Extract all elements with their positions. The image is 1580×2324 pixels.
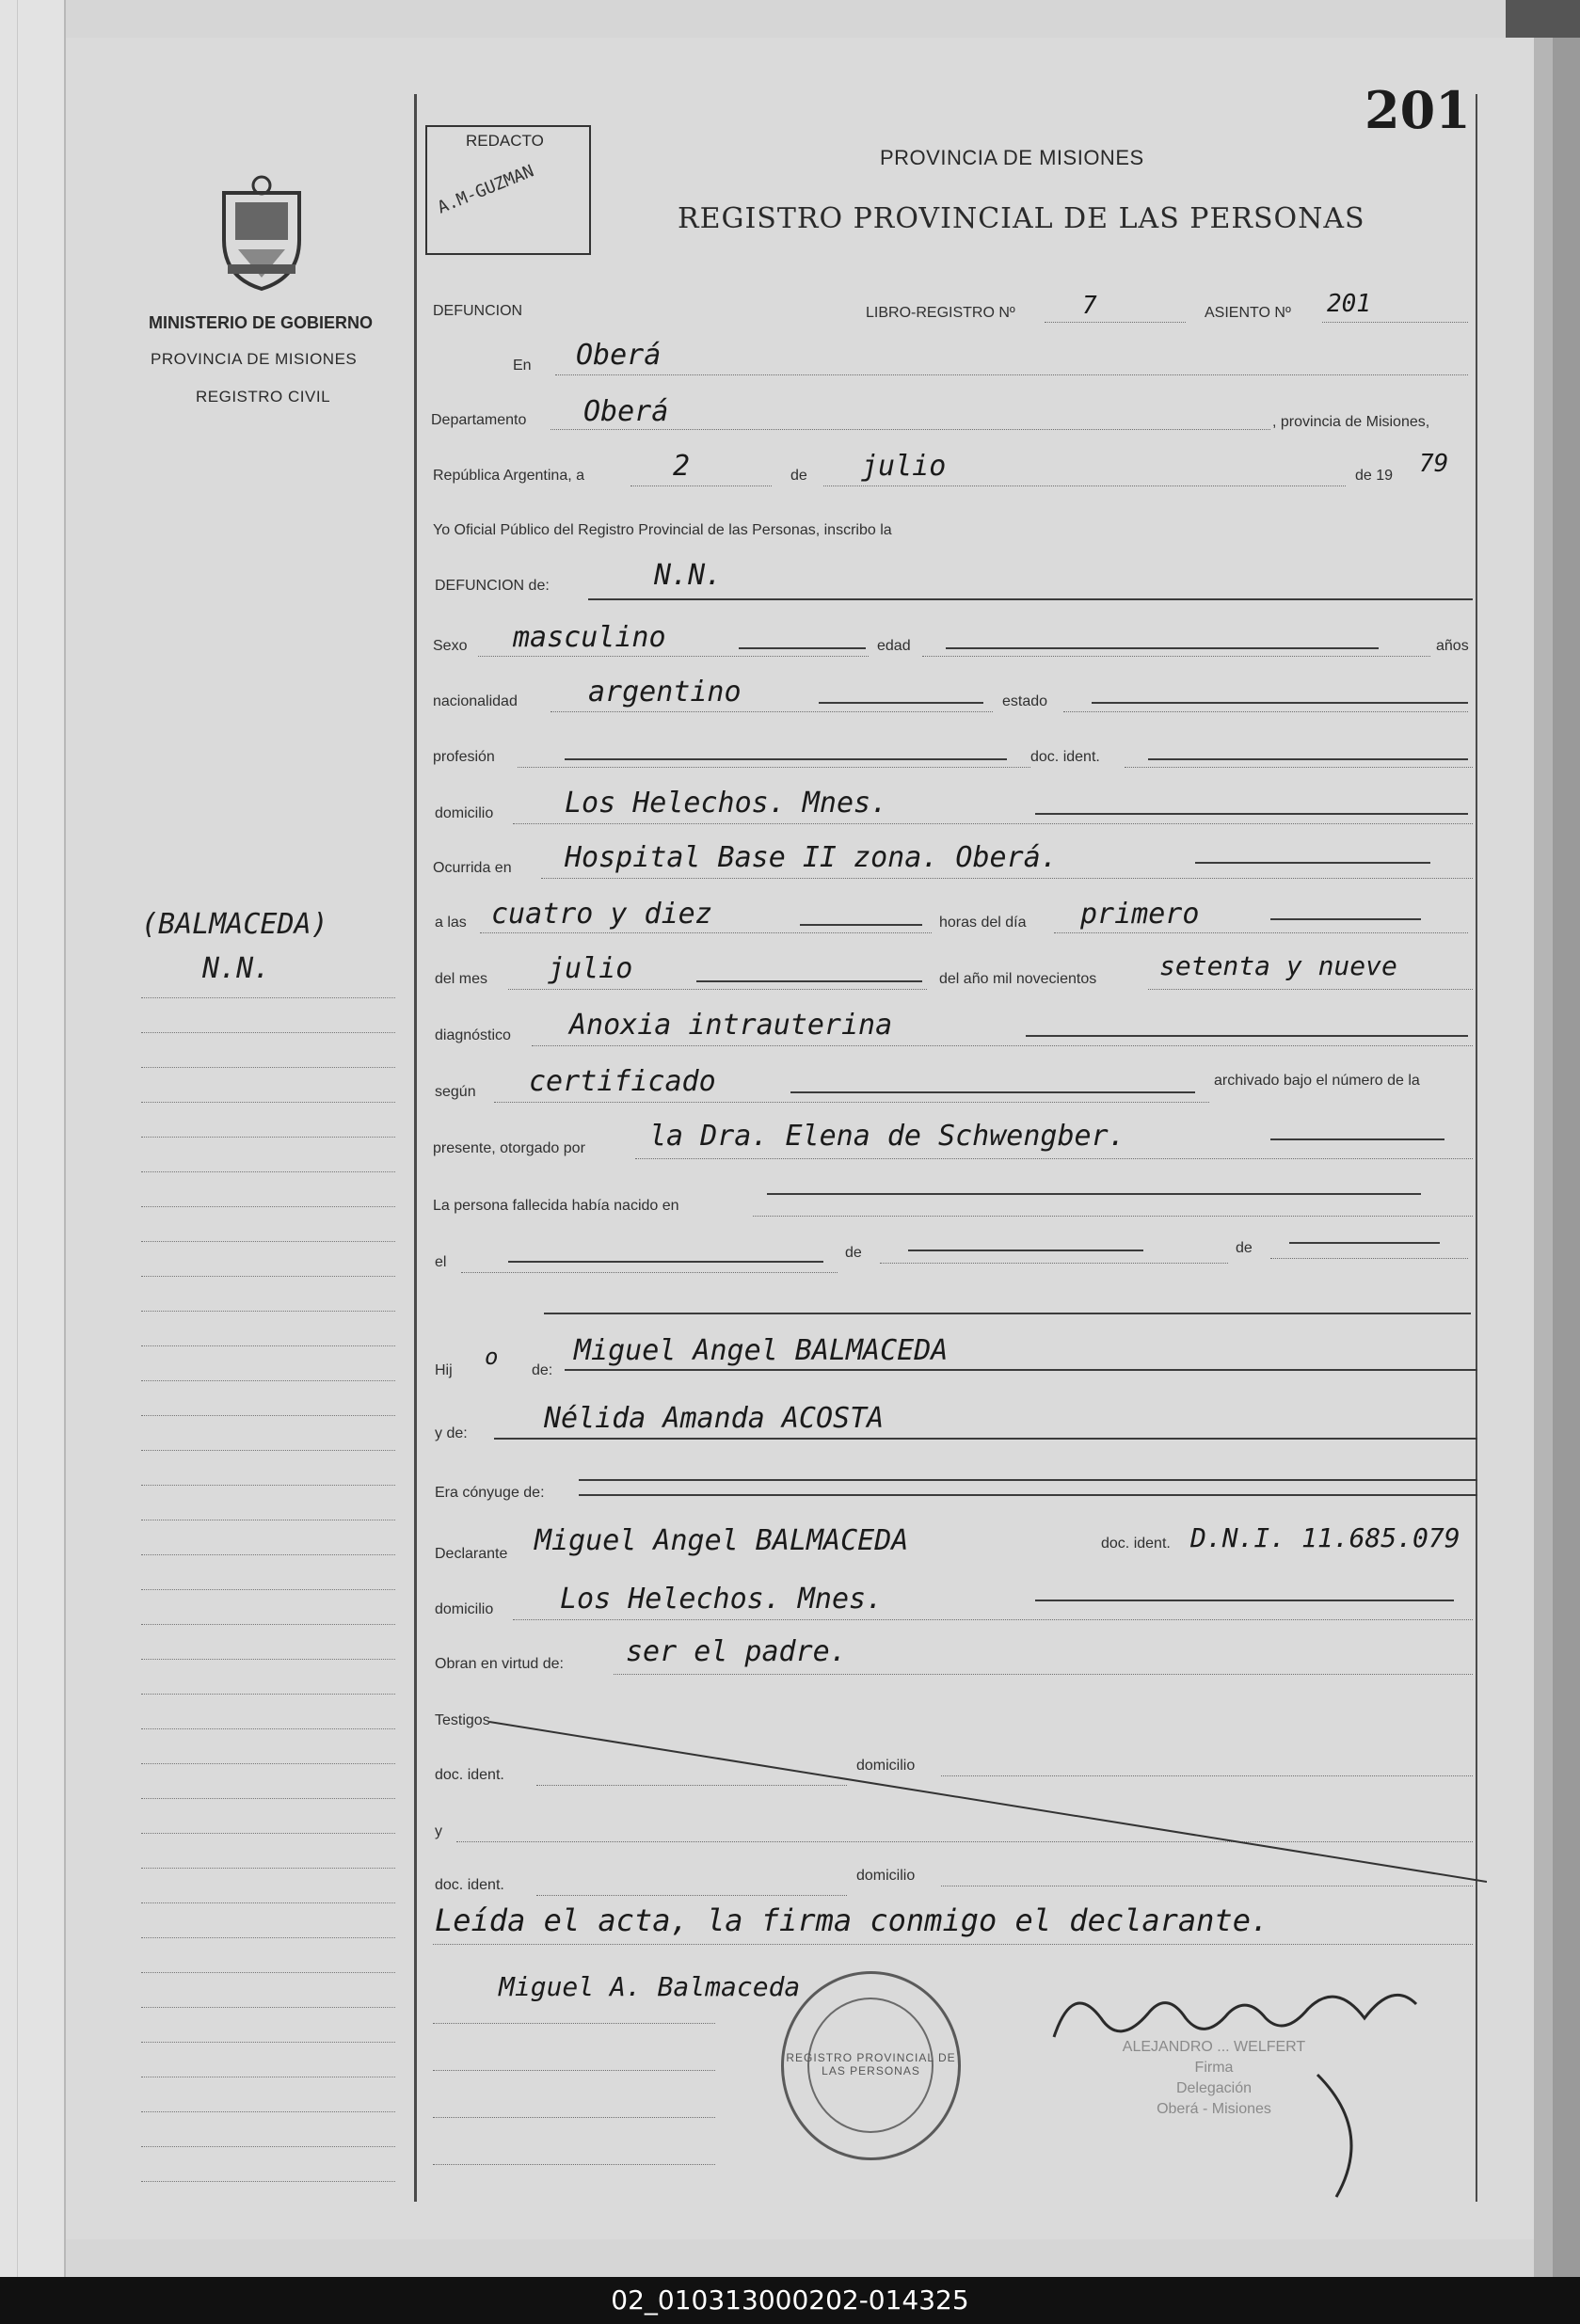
conyuge-line — [579, 1479, 1477, 1481]
a-las-line — [480, 932, 932, 933]
label-asiento: ASIENTO Nº — [1205, 305, 1291, 321]
label-defuncion-de: DEFUNCION de: — [435, 578, 550, 594]
label-de-month: de — [790, 468, 807, 484]
obran-line — [614, 1674, 1473, 1675]
libro-line — [1045, 322, 1186, 323]
label-ocurrida: Ocurrida en — [433, 860, 512, 876]
label-declarante: Declarante — [435, 1546, 508, 1562]
segun-strike — [790, 1091, 1195, 1093]
label-el: el — [435, 1254, 447, 1270]
defuncion-de-value: N.N. — [654, 559, 723, 592]
dia-line — [1054, 932, 1468, 933]
label-decl-doc: doc. ident. — [1101, 1536, 1171, 1552]
anio-value: setenta y nueve — [1159, 950, 1397, 981]
redacto-label: REDACTO — [466, 132, 544, 150]
label-testigo-dom-2: domicilio — [856, 1868, 916, 1884]
defuncion-de-line — [588, 598, 1473, 600]
label-decl-domicilio: domicilio — [435, 1601, 494, 1617]
obran-value: ser el padre. — [626, 1635, 847, 1668]
margin-rule-line — [141, 1833, 395, 1834]
el-line — [461, 1272, 838, 1273]
day-value: 2 — [673, 450, 691, 483]
margin-rule-line — [141, 1311, 395, 1312]
profesion-strike — [565, 758, 1007, 760]
label-en: En — [513, 358, 532, 374]
page-number: 201 — [1365, 80, 1471, 140]
label-de-year: de 19 — [1355, 468, 1394, 484]
label-departamento: Departamento — [431, 412, 527, 428]
ministry-registry: REGISTRO CIVIL — [196, 388, 331, 406]
margin-rule-line — [141, 1380, 395, 1381]
asiento-line — [1322, 322, 1468, 323]
conyuge-line-2 — [579, 1494, 1477, 1496]
el-strike — [508, 1261, 823, 1263]
ministry-title: MINISTERIO DE GOBIERNO — [149, 313, 374, 332]
nacionalidad-strike — [819, 702, 983, 704]
label-testigo-y: y — [435, 1823, 442, 1839]
bottom-line-4 — [433, 2164, 715, 2165]
stamp-text: REGISTRO PROVINCIAL DE LAS PERSONAS — [786, 2051, 956, 2077]
bottom-line-2 — [433, 2070, 715, 2071]
header-registry: REGISTRO PROVINCIAL DE LAS PERSONAS — [678, 202, 1365, 235]
declarant-signature: Miguel A. Balmaceda — [499, 1971, 801, 2002]
otorgado-line — [635, 1158, 1473, 1159]
margin-rule-line — [141, 1276, 395, 1277]
label-testigo-dom-1: domicilio — [856, 1758, 916, 1774]
declarante-value: Miguel Angel BALMACEDA — [535, 1524, 909, 1557]
margin-rule-line — [141, 1171, 395, 1172]
margin-rule-line — [141, 1589, 395, 1590]
label-hij: Hij — [435, 1362, 453, 1378]
label-domicilio: domicilio — [435, 805, 494, 821]
de-a-strike — [908, 1250, 1143, 1251]
margin-rule-line — [141, 1728, 395, 1729]
label-defuncion-head: DEFUNCION — [433, 303, 523, 319]
margin-rule-line — [141, 1345, 395, 1346]
dia-value: primero — [1080, 898, 1200, 931]
de-b-line — [1270, 1258, 1468, 1259]
margin-rule-line — [141, 1659, 395, 1660]
label-republica: República Argentina, a — [433, 468, 584, 484]
margin-rule-line — [141, 2181, 395, 2182]
padre-value: Miguel Angel BALMACEDA — [574, 1334, 949, 1367]
margin-rule-line — [141, 1241, 395, 1242]
official-name-block — [1092, 2037, 1336, 2120]
doc-ident-strike — [1148, 758, 1468, 760]
ministry-province: PROVINCIA DE MISIONES — [151, 350, 358, 368]
margin-rule-line — [141, 1694, 395, 1695]
segun-value: certificado — [529, 1065, 716, 1098]
estado-strike — [1092, 702, 1468, 704]
decl-domicilio-value: Los Helechos. Mnes. — [560, 1583, 884, 1616]
label-yo-oficial: Yo Oficial Público del Registro Provincial de las Personas, inscribo la — [433, 522, 892, 538]
diagnostico-line — [532, 1045, 1473, 1046]
binding-edge — [1534, 0, 1555, 2277]
bottom-line-3 — [433, 2117, 715, 2118]
year-value: 79 — [1419, 450, 1449, 478]
label-de-b: de — [1236, 1240, 1253, 1256]
domicilio-line — [513, 823, 1473, 824]
coat-of-arms-icon — [215, 174, 309, 292]
asiento-value: 201 — [1327, 290, 1371, 318]
doc-ident-line — [1125, 767, 1473, 768]
label-testigos: Testigos — [435, 1712, 490, 1728]
segun-line — [494, 1102, 1209, 1103]
official-line-4: Oberá - Misiones — [1157, 2101, 1271, 2117]
redacto-name: A.M-GUZMAN — [435, 161, 537, 218]
label-del-anio: del año mil novecientos — [939, 971, 1097, 987]
margin-rule-line — [141, 2042, 395, 2043]
margin-rule-line — [141, 1937, 395, 1938]
en-value: Oberá — [576, 339, 662, 372]
hij-suffix-value: o — [485, 1344, 499, 1370]
margin-note-surname: (BALMACEDA) — [141, 908, 328, 941]
label-estado: estado — [1002, 693, 1048, 709]
margin-rule-line — [141, 1450, 395, 1451]
profesion-line — [518, 767, 1030, 768]
label-sexo: Sexo — [433, 638, 468, 654]
margin-rule-line — [141, 1972, 395, 1973]
decl-domicilio-strike — [1035, 1600, 1454, 1601]
margin-note-name: N.N. — [202, 952, 271, 985]
margin-rule-line — [141, 2146, 395, 2147]
label-nacionalidad: nacionalidad — [433, 693, 518, 709]
mes-line — [508, 989, 927, 990]
de-a-line — [880, 1263, 1228, 1264]
diagnostico-value: Anoxia intrauterina — [569, 1009, 893, 1042]
label-profesion: profesión — [433, 749, 495, 765]
margin-rule-line — [141, 1554, 395, 1555]
official-line-1: ALEJANDRO ... WELFERT — [1122, 2039, 1306, 2055]
otorgado-value: la Dra. Elena de Schwengber. — [649, 1120, 1125, 1153]
nacido-line — [753, 1216, 1473, 1217]
label-diagnostico: diagnóstico — [435, 1027, 511, 1043]
facing-page-edge — [0, 0, 66, 2277]
nacionalidad-value: argentino — [588, 676, 742, 708]
a-las-value: cuatro y diez — [491, 898, 712, 931]
margin-rule-line — [141, 1763, 395, 1764]
month-line — [823, 485, 1346, 486]
margin-rule-line — [141, 1415, 395, 1416]
mes-value: julio — [548, 952, 633, 985]
domicilio-strike — [1035, 813, 1468, 815]
blank-row-strike — [544, 1313, 1471, 1314]
edad-line — [922, 656, 1430, 657]
margin-rule-line — [141, 1902, 395, 1903]
month-value: julio — [861, 450, 947, 483]
departamento-line — [551, 429, 1270, 430]
label-conyuge: Era cónyuge de: — [435, 1485, 545, 1501]
nacido-strike — [767, 1193, 1421, 1195]
madre-value: Nélida Amanda ACOSTA — [544, 1402, 885, 1435]
official-line-2: Firma — [1194, 2060, 1234, 2076]
registry-stamp — [781, 1971, 961, 2160]
testigos-cross-out — [489, 1717, 1487, 1886]
margin-rule-line — [141, 2007, 395, 2008]
ocurrida-strike — [1195, 862, 1430, 864]
en-line — [555, 374, 1468, 375]
nacionalidad-line — [551, 711, 993, 712]
day-line — [630, 485, 772, 486]
label-a-las: a las — [435, 915, 467, 931]
margin-rule-line — [141, 2111, 395, 2112]
margin-rule-line — [141, 1206, 395, 1207]
closing-line — [433, 1944, 1473, 1945]
binding-cover — [1553, 0, 1580, 2277]
diagnostico-strike — [1026, 1035, 1468, 1037]
label-edad: edad — [877, 638, 911, 654]
closing-statement: Leída el acta, la firma conmigo el declarante. — [435, 1902, 1269, 1938]
decl-domicilio-line — [513, 1619, 1473, 1620]
otorgado-strike — [1270, 1138, 1444, 1140]
departamento-value: Oberá — [583, 395, 669, 428]
label-presente: presente, otorgado por — [433, 1140, 585, 1156]
sexo-value: masculino — [513, 621, 666, 654]
mes-strike — [696, 980, 922, 982]
label-anios: años — [1436, 638, 1469, 654]
label-provincia: , provincia de Misiones, — [1272, 414, 1430, 430]
sexo-line — [478, 656, 869, 657]
decl-doc-value: D.N.I. 11.685.079 — [1190, 1522, 1460, 1553]
a-las-strike — [800, 924, 922, 926]
padre-line — [565, 1369, 1477, 1371]
label-testigo-doc-2: doc. ident. — [435, 1877, 504, 1893]
libro-value: 7 — [1082, 292, 1097, 320]
label-y-de: y de: — [435, 1425, 468, 1441]
official-line-3: Delegación — [1175, 2080, 1253, 2096]
label-libro: LIBRO-REGISTRO Nº — [866, 305, 1015, 321]
margin-rule-line — [141, 1624, 395, 1625]
ocurrida-line — [541, 878, 1473, 879]
bottom-line-1 — [433, 2023, 715, 2024]
label-archivado: archivado bajo el número de la — [1214, 1073, 1420, 1089]
label-obran: Obran en virtud de: — [435, 1656, 564, 1672]
margin-rule-line — [141, 997, 395, 998]
de-b-strike — [1289, 1242, 1440, 1244]
label-horas-dia: horas del día — [939, 915, 1027, 931]
margin-rule-line — [141, 1868, 395, 1869]
sexo-strike — [739, 647, 866, 649]
label-testigo-doc-1: doc. ident. — [435, 1767, 504, 1783]
anio-line — [1148, 989, 1473, 990]
label-nacido: La persona fallecida había nacido en — [433, 1198, 679, 1214]
label-segun: según — [435, 1084, 476, 1100]
testigo-doc-2-line — [536, 1895, 847, 1896]
domicilio-value: Los Helechos. Mnes. — [565, 787, 888, 820]
margin-rule-line — [141, 1067, 395, 1068]
margin-rule-line — [141, 1485, 395, 1486]
dia-strike — [1270, 918, 1421, 920]
margin-rule-line — [141, 1137, 395, 1138]
madre-line — [494, 1438, 1477, 1440]
label-de-a: de — [845, 1245, 862, 1261]
margin-rule-line — [141, 1102, 395, 1103]
estado-line — [1063, 711, 1468, 712]
header-province: PROVINCIA DE MISIONES — [880, 146, 1144, 169]
margin-rule-line — [141, 1032, 395, 1033]
edad-strike — [946, 647, 1379, 649]
label-hij-de: de: — [532, 1362, 553, 1378]
page-corner — [1506, 0, 1580, 38]
ocurrida-value: Hospital Base II zona. Oberá. — [565, 841, 1058, 874]
footer-id: 02_010313000202-014325 — [0, 2277, 1580, 2324]
margin-rule — [414, 94, 417, 2202]
label-doc-ident: doc. ident. — [1030, 749, 1100, 765]
label-del-mes: del mes — [435, 971, 488, 987]
margin-rule-line — [141, 1798, 395, 1799]
